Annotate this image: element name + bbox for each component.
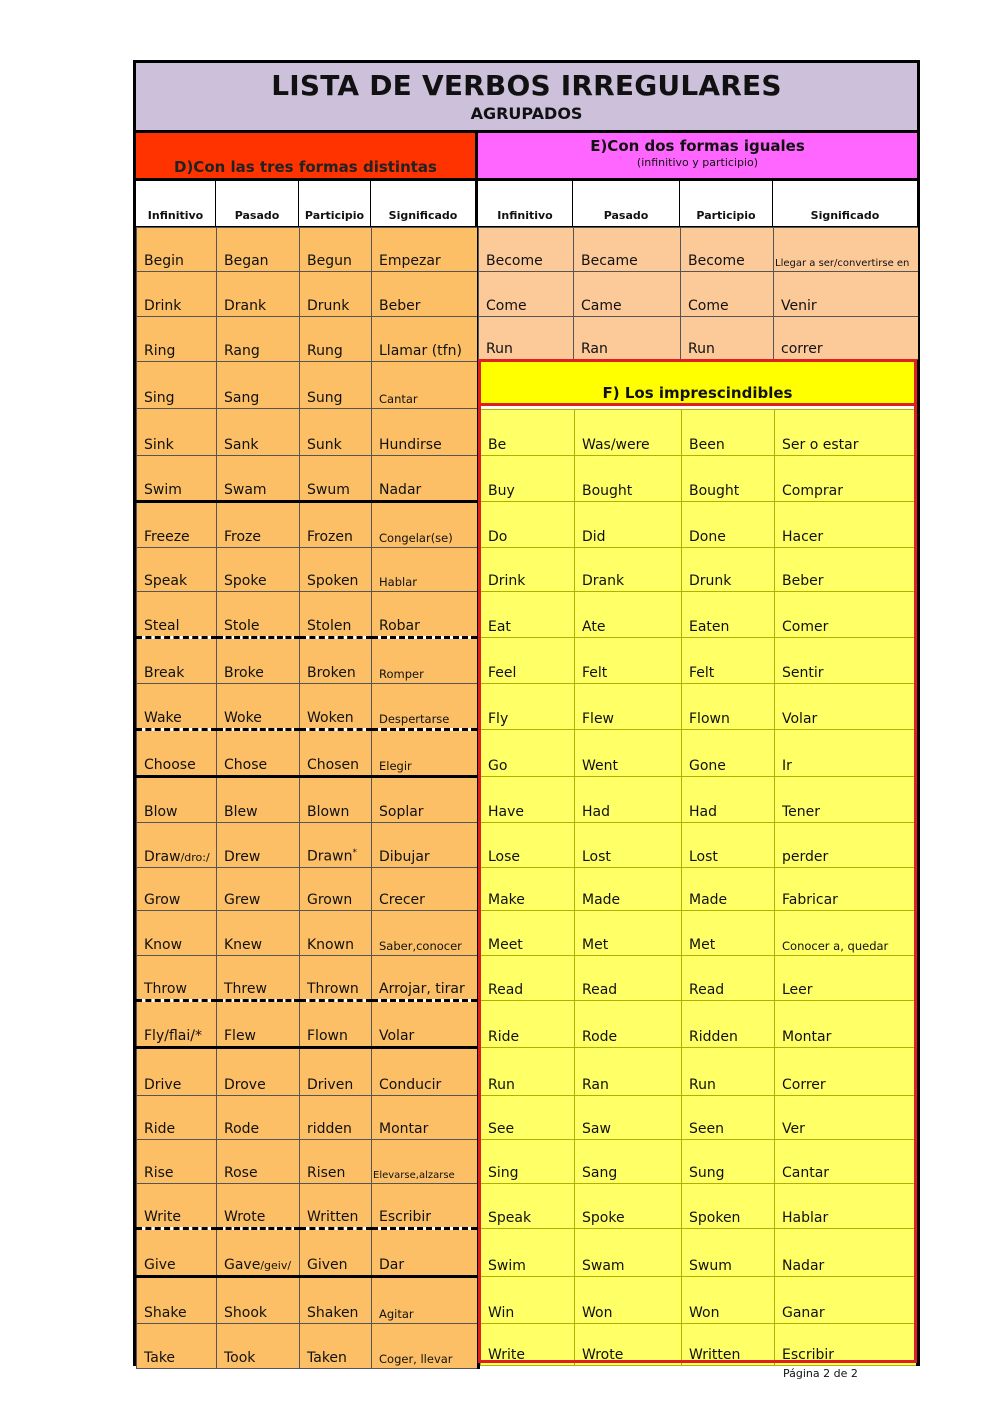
cell-infinitive: Meet xyxy=(481,911,575,956)
page-title: LISTA DE VERBOS IRREGULARES xyxy=(271,69,782,102)
cell-infinitive: Break xyxy=(137,638,217,684)
past-text: Gave xyxy=(224,1257,261,1273)
cell-past: Took xyxy=(217,1324,300,1369)
cell-infinitive: Write xyxy=(137,1184,217,1229)
cell-past: Rang xyxy=(217,317,300,362)
cell-infinitive: Drink xyxy=(481,548,575,592)
cell-past: Drank xyxy=(217,272,300,317)
table-row xyxy=(481,1324,916,1366)
cell-past: Woke xyxy=(217,684,300,730)
cell-meaning: Hablar xyxy=(775,1184,916,1229)
cell-meaning: Elevarse,alzarse xyxy=(372,1140,479,1184)
cell-participle: Swum xyxy=(682,1229,775,1277)
cell-past: Rode xyxy=(575,1001,682,1048)
table-row xyxy=(137,1324,479,1369)
cell-participle: Blown xyxy=(300,777,372,823)
cell-infinitive: Run xyxy=(481,1048,575,1096)
cell-infinitive: Rise xyxy=(137,1140,217,1184)
table-row xyxy=(481,1184,916,1229)
cell-participle: Been xyxy=(682,410,775,456)
table-row xyxy=(137,272,479,317)
cell-past: Swam xyxy=(217,456,300,502)
section-d-column-headers xyxy=(136,181,478,227)
cell-participle: Stolen xyxy=(300,592,372,638)
cell-infinitive: Wake xyxy=(137,684,217,730)
table-row xyxy=(137,638,479,684)
cell-participle: Begun xyxy=(300,228,372,272)
table-row xyxy=(481,730,916,777)
cell-participle: Spoken xyxy=(300,548,372,592)
cell-participle: Sunk xyxy=(300,409,372,456)
cell-meaning: Soplar xyxy=(372,777,479,823)
section-e-header xyxy=(478,133,917,181)
section-f-title: F) Los imprescindibles xyxy=(602,384,793,402)
table-row xyxy=(481,1229,916,1277)
cell-past: Felt xyxy=(575,638,682,684)
participle-text: Drawn xyxy=(307,849,353,865)
cell-past: Had xyxy=(575,777,682,823)
table-row xyxy=(137,911,479,956)
table-row xyxy=(481,956,916,1001)
cell-past: Swam xyxy=(575,1229,682,1277)
section-f-table xyxy=(480,409,916,1366)
cell-past: Met xyxy=(575,911,682,956)
cell-meaning: Ser o estar xyxy=(775,410,916,456)
table-row xyxy=(137,409,479,456)
cell-meaning: correr xyxy=(774,317,918,360)
cell-participle: Swum xyxy=(300,456,372,502)
cell-meaning: Leer xyxy=(775,956,916,1001)
cell-meaning: Ir xyxy=(775,730,916,777)
cell-meaning: Comer xyxy=(775,592,916,638)
cell-meaning: Fabricar xyxy=(775,868,916,911)
cell-past: Rose xyxy=(217,1140,300,1184)
cell-participle: Made xyxy=(682,868,775,911)
pronunciation-note: /geiv/ xyxy=(260,1259,292,1272)
cell-infinitive: Ride xyxy=(481,1001,575,1048)
cell-meaning: Venir xyxy=(774,272,918,317)
cell-past xyxy=(217,1229,300,1277)
cell-past: Blew xyxy=(217,777,300,823)
table-row xyxy=(137,823,479,868)
cell-participle: Flown xyxy=(300,1001,372,1048)
table-row xyxy=(137,456,479,502)
cell-infinitive: Speak xyxy=(481,1184,575,1229)
cell-meaning: Escribir xyxy=(372,1184,479,1229)
cell-past: Knew xyxy=(217,911,300,956)
cell-past: Sank xyxy=(217,409,300,456)
table-row xyxy=(481,823,916,868)
cell-participle: Broken xyxy=(300,638,372,684)
cell-past: Broke xyxy=(217,638,300,684)
cell-participle: ridden xyxy=(300,1096,372,1140)
table-row xyxy=(137,1140,479,1184)
column-header-infinitivo: Infinitivo xyxy=(478,181,573,226)
cell-past: Stole xyxy=(217,592,300,638)
cell-infinitive: Buy xyxy=(481,456,575,502)
cell-past: Chose xyxy=(217,730,300,777)
cell-past: Came xyxy=(574,272,681,317)
cell-infinitive: Make xyxy=(481,868,575,911)
cell-past: Wrote xyxy=(217,1184,300,1229)
table-row xyxy=(481,1096,916,1140)
table-row xyxy=(481,868,916,911)
table-row xyxy=(481,1277,916,1324)
cell-past: Froze xyxy=(217,502,300,548)
table-row xyxy=(481,1140,916,1184)
cell-participle: Written xyxy=(682,1324,775,1366)
cell-meaning: Montar xyxy=(775,1001,916,1048)
cell-past: Spoke xyxy=(217,548,300,592)
cell-infinitive: Know xyxy=(137,911,217,956)
cell-past: Won xyxy=(575,1277,682,1324)
cell-infinitive: Drink xyxy=(137,272,217,317)
cell-meaning: Nadar xyxy=(372,456,479,502)
cell-participle: Drunk xyxy=(300,272,372,317)
cell-infinitive: Take xyxy=(137,1324,217,1369)
cell-meaning: perder xyxy=(775,823,916,868)
cell-infinitive: Read xyxy=(481,956,575,1001)
cell-meaning: Arrojar, tirar xyxy=(372,956,479,1001)
cell-infinitive: Shake xyxy=(137,1277,217,1324)
cell-meaning: Tener xyxy=(775,777,916,823)
cell-past: Sang xyxy=(575,1140,682,1184)
cell-meaning: Dibujar xyxy=(372,823,479,868)
table-row xyxy=(481,456,916,502)
table-row xyxy=(479,228,918,272)
column-header-pasado: Pasado xyxy=(573,181,680,226)
cell-meaning: Hundirse xyxy=(372,409,479,456)
cell-past: Lost xyxy=(575,823,682,868)
cell-participle: Thrown xyxy=(300,956,372,1001)
cell-participle: Grown xyxy=(300,868,372,911)
cell-meaning: Saber,conocer xyxy=(372,911,479,956)
section-e-column-headers xyxy=(478,181,917,227)
cell-meaning: Sentir xyxy=(775,638,916,684)
table-row xyxy=(481,911,916,956)
table-row xyxy=(137,684,479,730)
cell-infinitive: Choose xyxy=(137,730,217,777)
cell-past: Drank xyxy=(575,548,682,592)
section-e-table xyxy=(478,227,918,360)
cell-participle: Felt xyxy=(682,638,775,684)
cell-participle: Gone xyxy=(682,730,775,777)
cell-infinitive: Fly xyxy=(481,684,575,730)
cell-infinitive: Have xyxy=(481,777,575,823)
table-row xyxy=(137,1001,479,1048)
cell-meaning: Dar xyxy=(372,1229,479,1277)
cell-meaning: Coger, llevar xyxy=(372,1324,479,1369)
table-row xyxy=(479,317,918,360)
cell-past: Went xyxy=(575,730,682,777)
table-row xyxy=(137,548,479,592)
cell-participle: Risen xyxy=(300,1140,372,1184)
table-row xyxy=(479,272,918,317)
cell-meaning: Beber xyxy=(775,548,916,592)
cell-meaning: Conocer a, quedar xyxy=(775,911,916,956)
table-row xyxy=(137,502,479,548)
cell-past: Read xyxy=(575,956,682,1001)
table-row xyxy=(481,548,916,592)
cell-participle: Done xyxy=(682,502,775,548)
cell-participle: Drunk xyxy=(682,548,775,592)
title-band xyxy=(136,63,917,133)
table-row xyxy=(137,1096,479,1140)
cell-infinitive: Feel xyxy=(481,638,575,684)
cell-participle: Woken xyxy=(300,684,372,730)
cell-past: Flew xyxy=(575,684,682,730)
cell-meaning: Nadar xyxy=(775,1229,916,1277)
cell-past: Did xyxy=(575,502,682,548)
cell-infinitive: Sing xyxy=(481,1140,575,1184)
cell-infinitive: Be xyxy=(481,410,575,456)
cell-participle: Rung xyxy=(300,317,372,362)
cell-meaning: Comprar xyxy=(775,456,916,502)
infinitive-text: Draw xyxy=(144,849,181,865)
cell-past: Threw xyxy=(217,956,300,1001)
cell-infinitive: Swim xyxy=(137,456,217,502)
cell-infinitive: Freeze xyxy=(137,502,217,548)
cell-participle: Run xyxy=(681,317,774,360)
column-header-significado: Significado xyxy=(810,209,880,222)
cell-participle: Ridden xyxy=(682,1001,775,1048)
cell-infinitive: Write xyxy=(481,1324,575,1366)
cell-past: Ran xyxy=(575,1048,682,1096)
table-row xyxy=(137,317,479,362)
cell-participle: Flown xyxy=(682,684,775,730)
table-row xyxy=(481,410,916,456)
cell-participle: Shaken xyxy=(300,1277,372,1324)
cell-infinitive: Swim xyxy=(481,1229,575,1277)
table-row xyxy=(137,868,479,911)
cell-participle: Run xyxy=(682,1048,775,1096)
table-row xyxy=(481,638,916,684)
cell-infinitive: Drive xyxy=(137,1048,217,1096)
cell-meaning: Beber xyxy=(372,272,479,317)
cell-past: Spoke xyxy=(575,1184,682,1229)
cell-past: Grew xyxy=(217,868,300,911)
cell-past: Shook xyxy=(217,1277,300,1324)
section-d-table xyxy=(136,227,480,1369)
cell-meaning: Correr xyxy=(775,1048,916,1096)
cell-past: Drove xyxy=(217,1048,300,1096)
cell-past: Rode xyxy=(217,1096,300,1140)
cell-past: Ran xyxy=(574,317,681,360)
cell-infinitive: Become xyxy=(479,228,574,272)
cell-past: Drew xyxy=(217,823,300,868)
cell-meaning: Escribir xyxy=(775,1324,916,1366)
cell-participle: Had xyxy=(682,777,775,823)
cell-meaning: Ganar xyxy=(775,1277,916,1324)
cell-meaning: Volar xyxy=(372,1001,479,1048)
table-row xyxy=(481,1048,916,1096)
cell-participle: Bought xyxy=(682,456,775,502)
cell-meaning: Llamar (tfn) xyxy=(372,317,479,362)
cell-infinitive: Steal xyxy=(137,592,217,638)
cell-meaning: Montar xyxy=(372,1096,479,1140)
table-row xyxy=(481,1001,916,1048)
column-header-pasado: Pasado xyxy=(216,181,299,226)
cell-past: Was/were xyxy=(575,410,682,456)
cell-infinitive: Ring xyxy=(137,317,217,362)
cell-participle xyxy=(300,823,372,868)
cell-meaning: Conducir xyxy=(372,1048,479,1096)
cell-participle: Given xyxy=(300,1229,372,1277)
cell-participle: Chosen xyxy=(300,730,372,777)
cell-participle: Sung xyxy=(300,362,372,409)
cell-past: Became xyxy=(574,228,681,272)
table-row xyxy=(137,1184,479,1229)
cell-meaning: Volar xyxy=(775,684,916,730)
table-row xyxy=(137,228,479,272)
page-number: Página 2 de 2 xyxy=(783,1367,858,1380)
cell-participle: Lost xyxy=(682,823,775,868)
cell-past: Began xyxy=(217,228,300,272)
table-row xyxy=(137,362,479,409)
cell-infinitive: Run xyxy=(479,317,574,360)
cell-infinitive: Grow xyxy=(137,868,217,911)
cell-meaning: Hablar xyxy=(372,548,479,592)
cell-participle: Seen xyxy=(682,1096,775,1140)
cell-past: Ate xyxy=(575,592,682,638)
pronunciation-note: /dro:/ xyxy=(180,851,210,864)
table-row xyxy=(481,502,916,548)
cell-meaning: Crecer xyxy=(372,868,479,911)
cell-past: Flew xyxy=(217,1001,300,1048)
cell-infinitive: Speak xyxy=(137,548,217,592)
cell-infinitive: See xyxy=(481,1096,575,1140)
cell-infinitive: Eat xyxy=(481,592,575,638)
cell-infinitive: Come xyxy=(479,272,574,317)
column-header-participio: Participio xyxy=(299,181,371,226)
table-row xyxy=(481,777,916,823)
cell-infinitive: Do xyxy=(481,502,575,548)
section-d-header xyxy=(136,133,478,181)
table-row xyxy=(481,592,916,638)
table-row xyxy=(137,592,479,638)
cell-participle: Come xyxy=(681,272,774,317)
column-header-infinitivo: Infinitivo xyxy=(136,181,216,226)
cell-past: Bought xyxy=(575,456,682,502)
cell-meaning: Agitar xyxy=(372,1277,479,1324)
section-f-header xyxy=(481,362,914,406)
cell-meaning: Empezar xyxy=(372,228,479,272)
cell-participle: Spoken xyxy=(682,1184,775,1229)
table-row xyxy=(137,956,479,1001)
cell-meaning: Despertarse xyxy=(372,684,479,730)
cell-infinitive: Go xyxy=(481,730,575,777)
table-row xyxy=(137,1048,479,1096)
cell-participle: Known xyxy=(300,911,372,956)
cell-meaning: Robar xyxy=(372,592,479,638)
cell-infinitive: Ride xyxy=(137,1096,217,1140)
cell-meaning: Romper xyxy=(372,638,479,684)
cell-participle: Sung xyxy=(682,1140,775,1184)
cell-participle: Become xyxy=(681,228,774,272)
table-row xyxy=(137,777,479,823)
section-d-title: D)Con las tres formas distintas xyxy=(174,158,437,176)
cell-infinitive: Fly/flai/* xyxy=(137,1001,217,1048)
cell-infinitive: Sing xyxy=(137,362,217,409)
section-e-title: E)Con dos formas iguales xyxy=(590,137,805,155)
cell-infinitive: Throw xyxy=(137,956,217,1001)
cell-past: Sang xyxy=(217,362,300,409)
table-row xyxy=(137,1229,479,1277)
cell-infinitive: Win xyxy=(481,1277,575,1324)
cell-participle: Eaten xyxy=(682,592,775,638)
cell-meaning: Congelar(se) xyxy=(372,502,479,548)
cell-participle: Frozen xyxy=(300,502,372,548)
cell-infinitive: Begin xyxy=(137,228,217,272)
cell-infinitive: Blow xyxy=(137,777,217,823)
cell-participle: Read xyxy=(682,956,775,1001)
asterisk-mark: * xyxy=(352,848,357,859)
table-row xyxy=(137,730,479,777)
cell-past: Saw xyxy=(575,1096,682,1140)
cell-meaning: Elegir xyxy=(372,730,479,777)
cell-participle: Driven xyxy=(300,1048,372,1096)
cell-meaning: Cantar xyxy=(775,1140,916,1184)
cell-infinitive xyxy=(137,823,217,868)
page-subtitle: AGRUPADOS xyxy=(470,104,583,123)
cell-infinitive: Lose xyxy=(481,823,575,868)
cell-meaning: Hacer xyxy=(775,502,916,548)
cell-infinitive: Give xyxy=(137,1229,217,1277)
cell-participle: Written xyxy=(300,1184,372,1229)
cell-past: Wrote xyxy=(575,1324,682,1366)
column-header-participio: Participio xyxy=(680,181,773,226)
cell-meaning: Cantar xyxy=(372,362,479,409)
verb-list-sheet xyxy=(133,60,920,1366)
table-row xyxy=(137,1277,479,1324)
cell-meaning: Ver xyxy=(775,1096,916,1140)
cell-participle: Won xyxy=(682,1277,775,1324)
cell-infinitive: Sink xyxy=(137,409,217,456)
section-e-note: (infinitivo y participio) xyxy=(636,156,759,169)
cell-meaning: Llegar a ser/convertirse en xyxy=(774,228,918,272)
cell-participle: Taken xyxy=(300,1324,372,1369)
table-row xyxy=(481,684,916,730)
cell-participle: Met xyxy=(682,911,775,956)
cell-past: Made xyxy=(575,868,682,911)
column-header-significado: Significado xyxy=(388,209,458,222)
